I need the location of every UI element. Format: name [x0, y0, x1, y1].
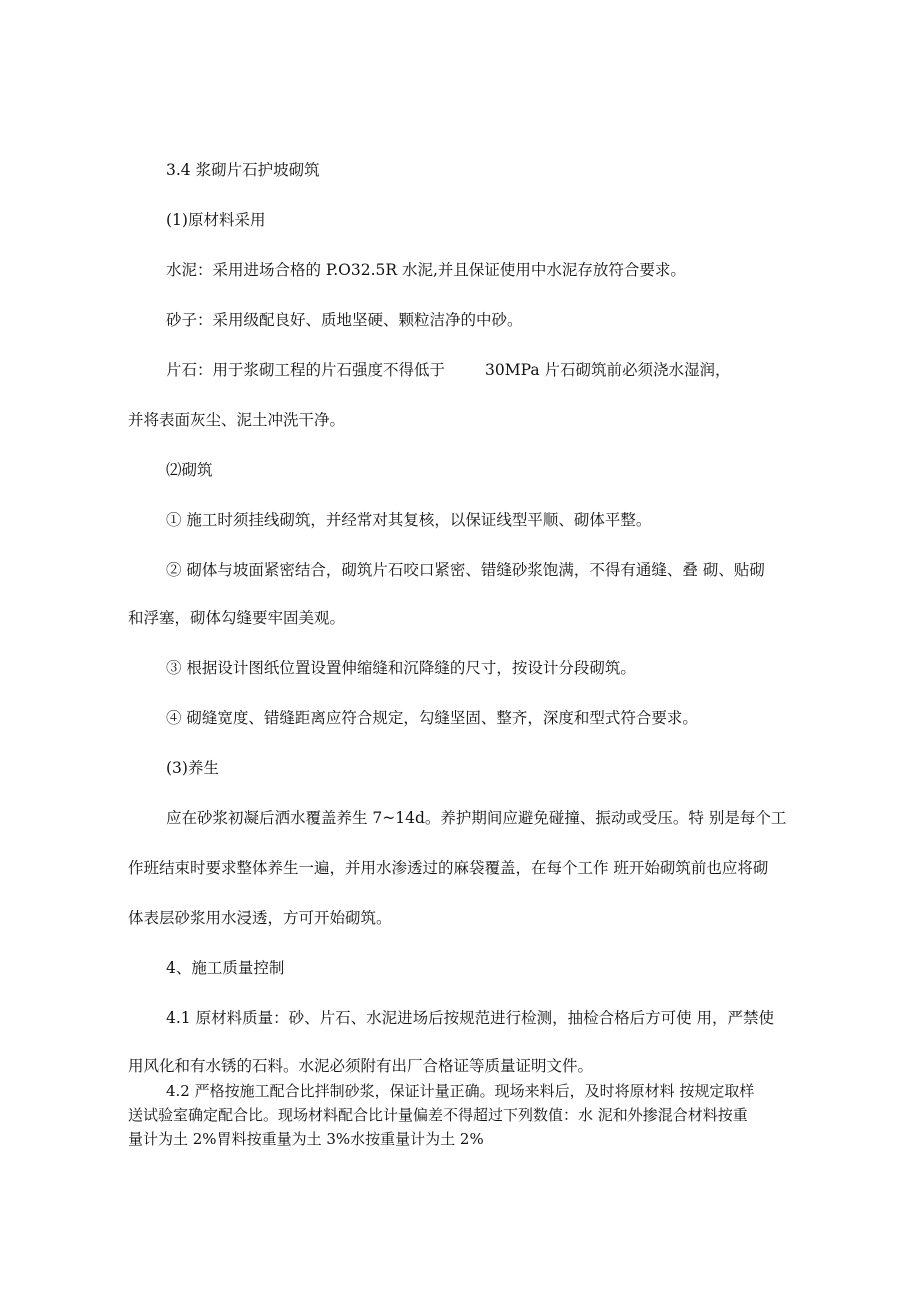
curing-paragraph-line-2: 作班结束时要求整体养生一遍，并用水渗透过的麻袋覆盖，在每个工作 班开始砌筑前也应将砌	[128, 859, 769, 877]
subsection-title-materials: (1)原材料采用	[166, 211, 266, 229]
masonry-item-4: ④ 砌缝宽度、错缝距离应符合规定，勾缝坚固、整齐，深度和型式符合要求。	[166, 709, 698, 727]
section-heading: 3.4 浆砌片石护坡砌筑	[166, 161, 320, 179]
masonry-item-3: ③ 根据设计图纸位置设置伸缩缝和沉降缝的尺寸，按设计分段砌筑。	[166, 659, 636, 677]
quality-4-2-line-3: 量计为土 2%胃料按重量为土 3%水按重量计为土 2%	[128, 1130, 484, 1148]
masonry-item-1: ① 施工时须挂线砌筑，并经常对其复核，以保证线型平顺、砌体平整。	[166, 511, 652, 529]
quality-heading: 4、施工质量控制	[166, 959, 285, 977]
paragraph-stone	[166, 360, 731, 380]
quality-4-2-line-2: 送试验室确定配合比。现场材料配合比计量偏差不得超过下列数值：水 泥和外掺混合材料按重	[128, 1106, 748, 1124]
subsection-title-masonry: ⑵砌筑	[166, 461, 213, 479]
paragraph-sand: 砂子：采用级配良好、质地坚硬、颗粒洁净的中砂。	[166, 311, 523, 329]
quality-4-2-line-1: 4.2 严格按施工配合比拌制砂浆，保证计量正确。现场来料后，及时将原材料 按规定取样	[166, 1082, 755, 1100]
paragraph-stone-continued: 并将表面灰尘、泥土冲洗干净。	[128, 411, 346, 429]
masonry-item-2-continued: 和浮塞，砌体勾缝要牢固美观。	[128, 609, 346, 627]
quality-4-1-line-2: 用风化和有水锈的石料。水泥必须附有出厂合格证等质量证明文件。	[128, 1057, 594, 1075]
curing-paragraph-line-3: 体表层砂浆用水浸透，方可开始砌筑。	[128, 909, 392, 927]
subsection-title-curing: (3)养生	[166, 759, 219, 777]
masonry-item-2: ② 砌体与坡面紧密结合，砌筑片石咬口紧密、错缝砂浆饱满，不得有通缝、叠 砌、贴砌	[166, 561, 765, 579]
paragraph-stone-part2: 30MPa 片石砌筑前必须浇水湿润，	[485, 361, 731, 379]
curing-paragraph-line-1: 应在砂浆初凝后洒水覆盖养生 7~14d。养护期间应避免碰撞、振动或受压。特 别是每个工	[166, 809, 787, 827]
paragraph-cement: 水泥：采用进场合格的 P.O32.5R 水泥,并且保证使用中水泥存放符合要求。	[166, 261, 686, 279]
quality-4-1-line-1: 4.1 原材料质量：砂、片石、水泥进场后按规范进行检测，抽检合格后方可使 用，严禁使	[166, 1009, 775, 1027]
paragraph-stone-part1: 片石：用于浆砌工程的片石强度不得低于	[166, 361, 446, 379]
